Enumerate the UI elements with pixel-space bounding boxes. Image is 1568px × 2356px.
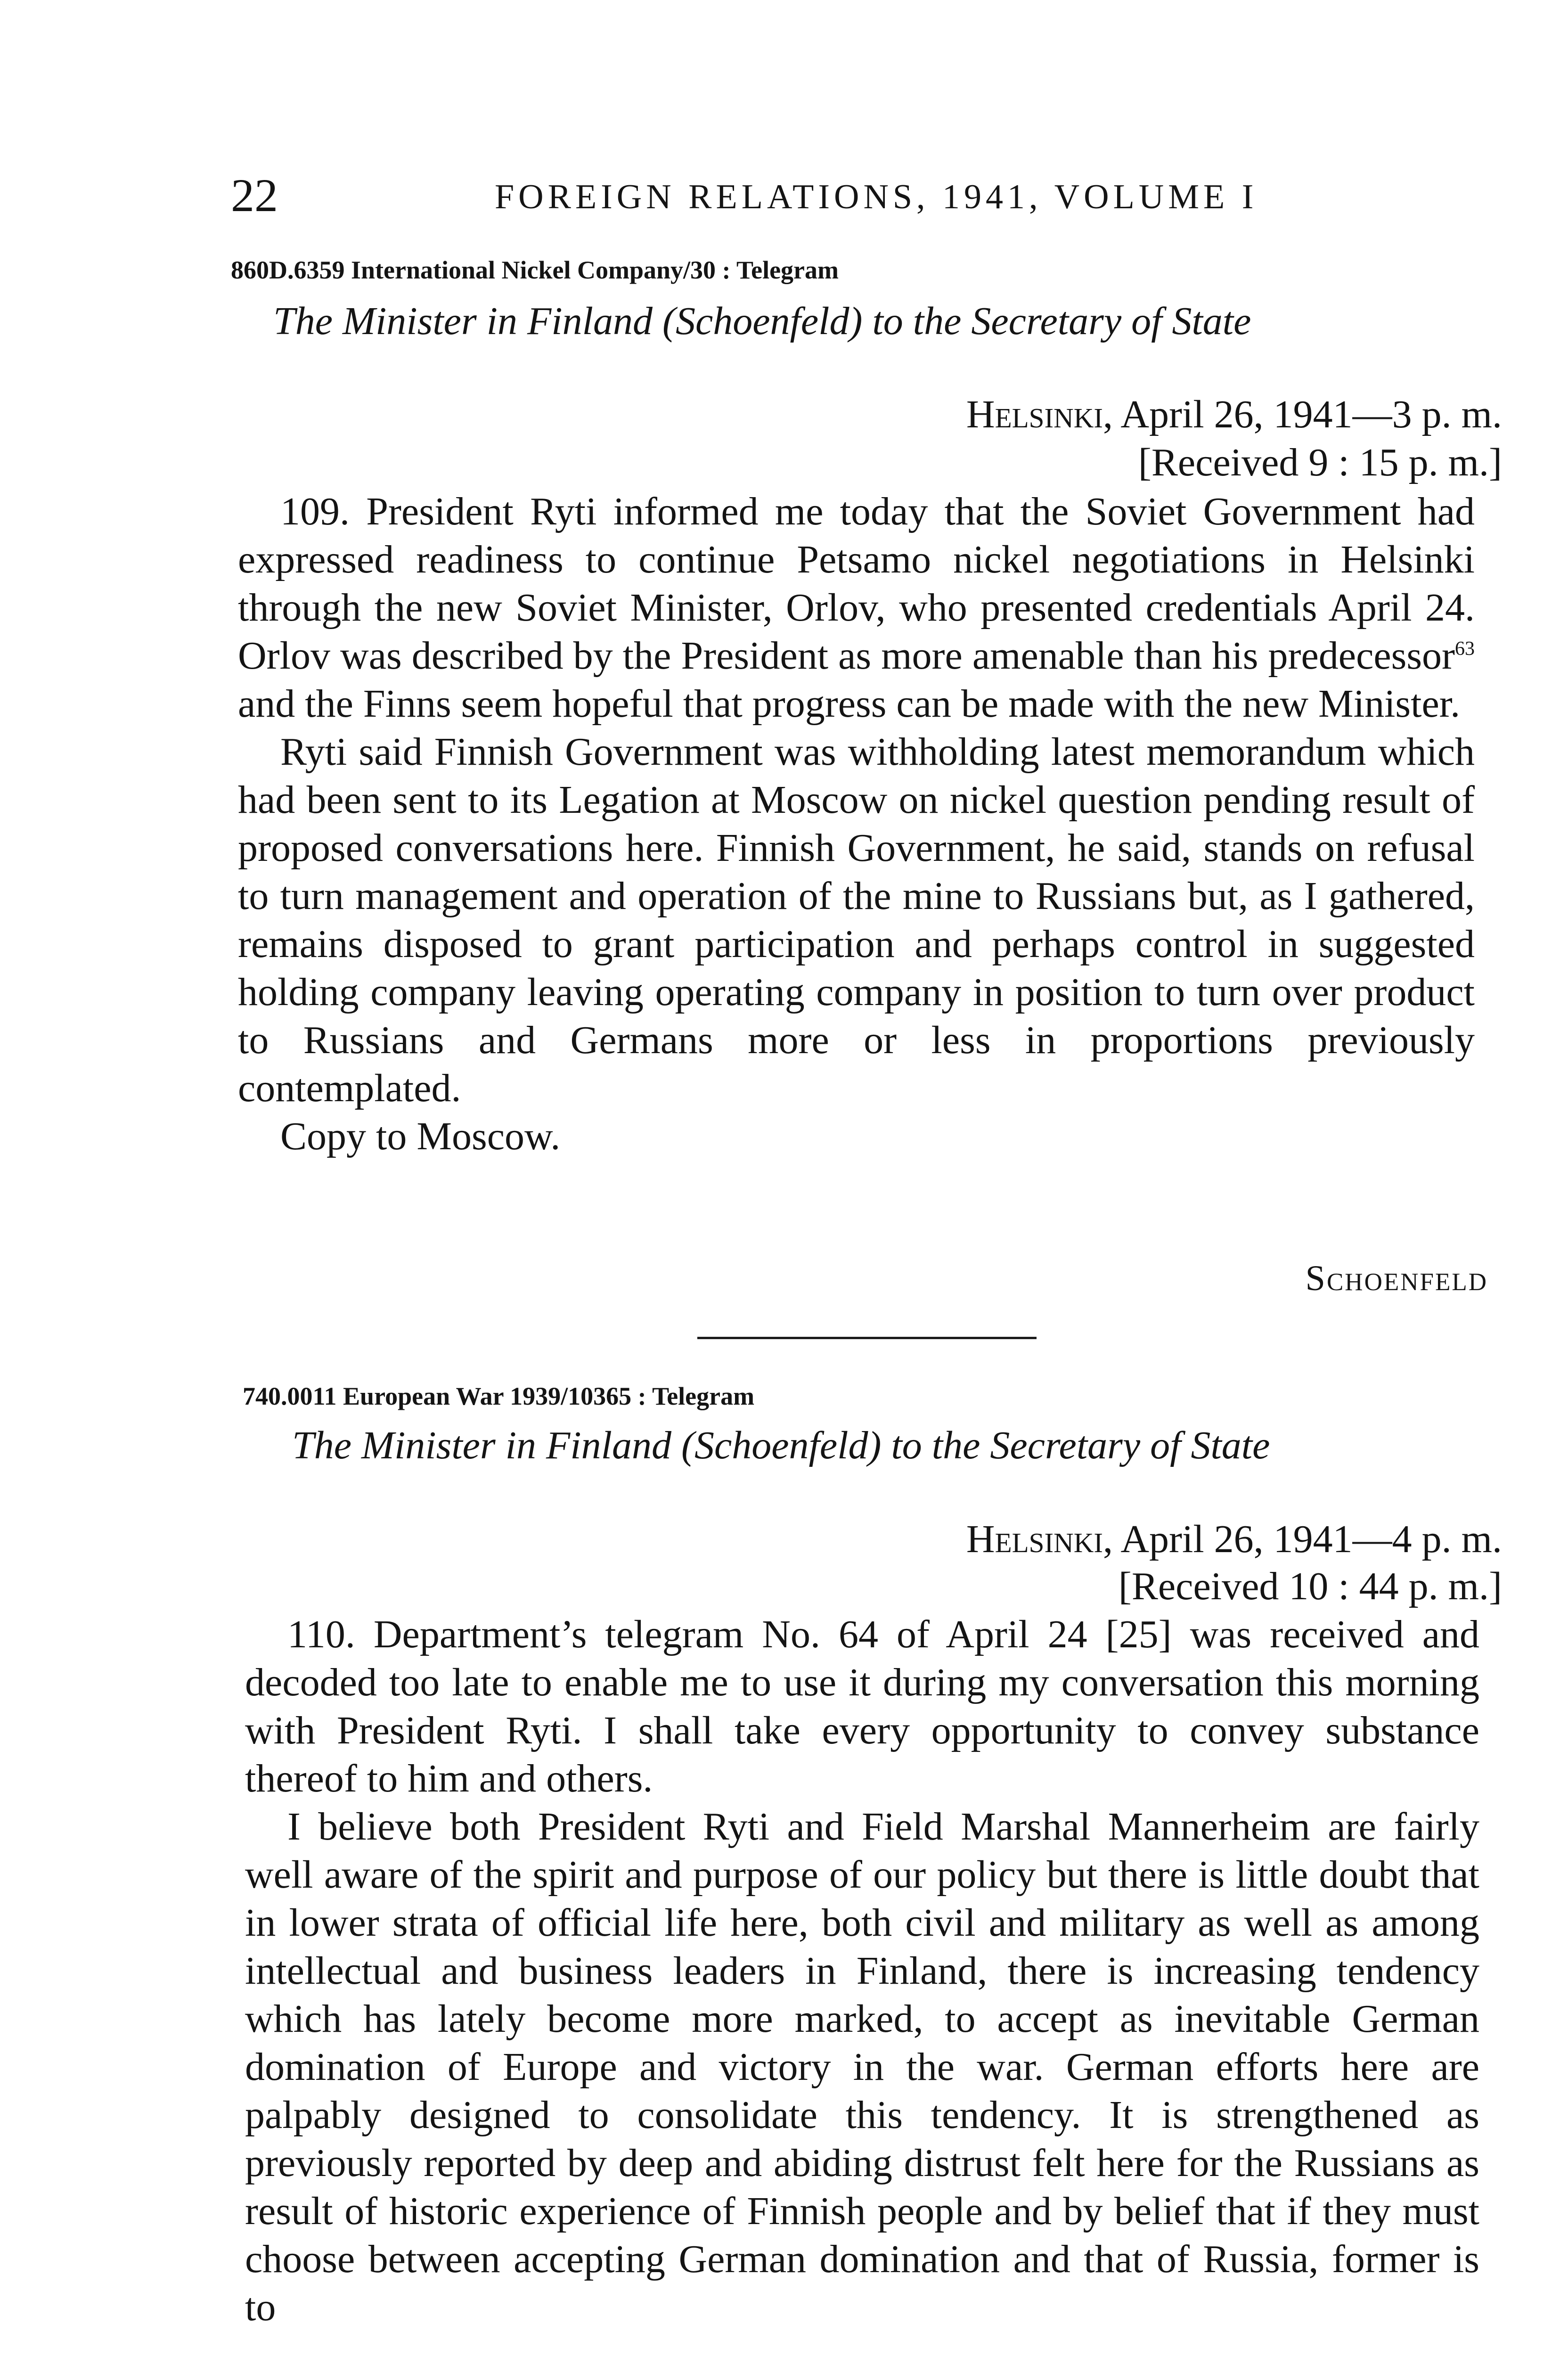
received-time: [Received 10 : 44 p. m.] <box>1118 1564 1502 1608</box>
document-heading: The Minister in Finland (Schoenfeld) to the Secretary of State <box>273 299 1251 343</box>
paragraph-text: 109. President Ryti informed me today that the Soviet Government had expressed readiness to continue Petsamo nickel negotiations in Helsinki through the new Soviet Minister, Orlov, who presented credentials April 24. Orlov was described by the President as more amenable than his predecessor <box>238 490 1475 678</box>
dateline-place: Helsinki, <box>966 1517 1113 1561</box>
body-paragraph <box>238 488 1475 728</box>
body-paragraph: 110. Department’s telegram No. 64 of April 24 [25] was received and decoded too late to enable me to use it during my conversation this morning with President Ryti. I shall take every opportunity to convey substance thereof to him and others. <box>245 1612 1479 1800</box>
footnote-reference[interactable]: 63 <box>1455 638 1475 660</box>
body-paragraph: Ryti said Finnish Government was withholding latest memorandum which had been sent to its Legation at Moscow on nickel question pending result of proposed conversations here. Finnish Government, he said, stands on refusal to turn management and operation of the mine to Russians but, as I gathered, remains disposed to grant participation and perhaps control in suggested holding company leaving operating company in position to turn over product to Russians and Germans more or less in proportions previously contemplated. <box>238 730 1475 1110</box>
section-divider <box>697 1337 1037 1339</box>
page-number: 22 <box>231 169 278 221</box>
document-body <box>245 1611 1479 2331</box>
dateline <box>966 390 1502 439</box>
document-body <box>238 488 1475 1161</box>
paragraph-text: and the Finns seem hopeful that progress can be made with the new Minister. <box>238 682 1461 726</box>
file-reference: 860D.6359 International Nickel Company/30 : Telegram <box>231 256 839 284</box>
running-title: FOREIGN RELATIONS, 1941, VOLUME I <box>495 178 1258 216</box>
signature: Schoenfeld <box>1305 1259 1488 1298</box>
running-head <box>231 170 1494 221</box>
body-paragraph: I believe both President Ryti and Field Marshal Mannerheim are fairly well aware of the spirit and purpose of our policy but there is little doubt that in lower strata of official life here, both civil and military as well as among intellectual and business leaders in Finland, there is increasing tendency which has lately become more marked, to accept as inevitable German domination of Europe and victory in the war. German efforts here are palpably designed to consolidate this tendency. It is strengthened as previously reported by deep and abiding distrust felt here for the Russians as result of historic experience of Finnish people and by belief that if they must choose between accepting German domination and that of Russia, former is to <box>245 1805 1479 2329</box>
received-time: [Received 9 : 15 p. m.] <box>1138 441 1502 484</box>
file-reference: 740.0011 European War 1939/10365 : Telegram <box>243 1382 755 1410</box>
dateline <box>966 1515 1502 1564</box>
dateline-place: Helsinki, <box>966 393 1113 436</box>
document-heading: The Minister in Finland (Schoenfeld) to the Secretary of State <box>292 1423 1270 1467</box>
body-paragraph: Copy to Moscow. <box>280 1114 561 1158</box>
dateline-date: April 26, 1941—3 p. m. <box>1112 393 1502 436</box>
dateline-date: April 26, 1941—4 p. m. <box>1112 1517 1502 1561</box>
